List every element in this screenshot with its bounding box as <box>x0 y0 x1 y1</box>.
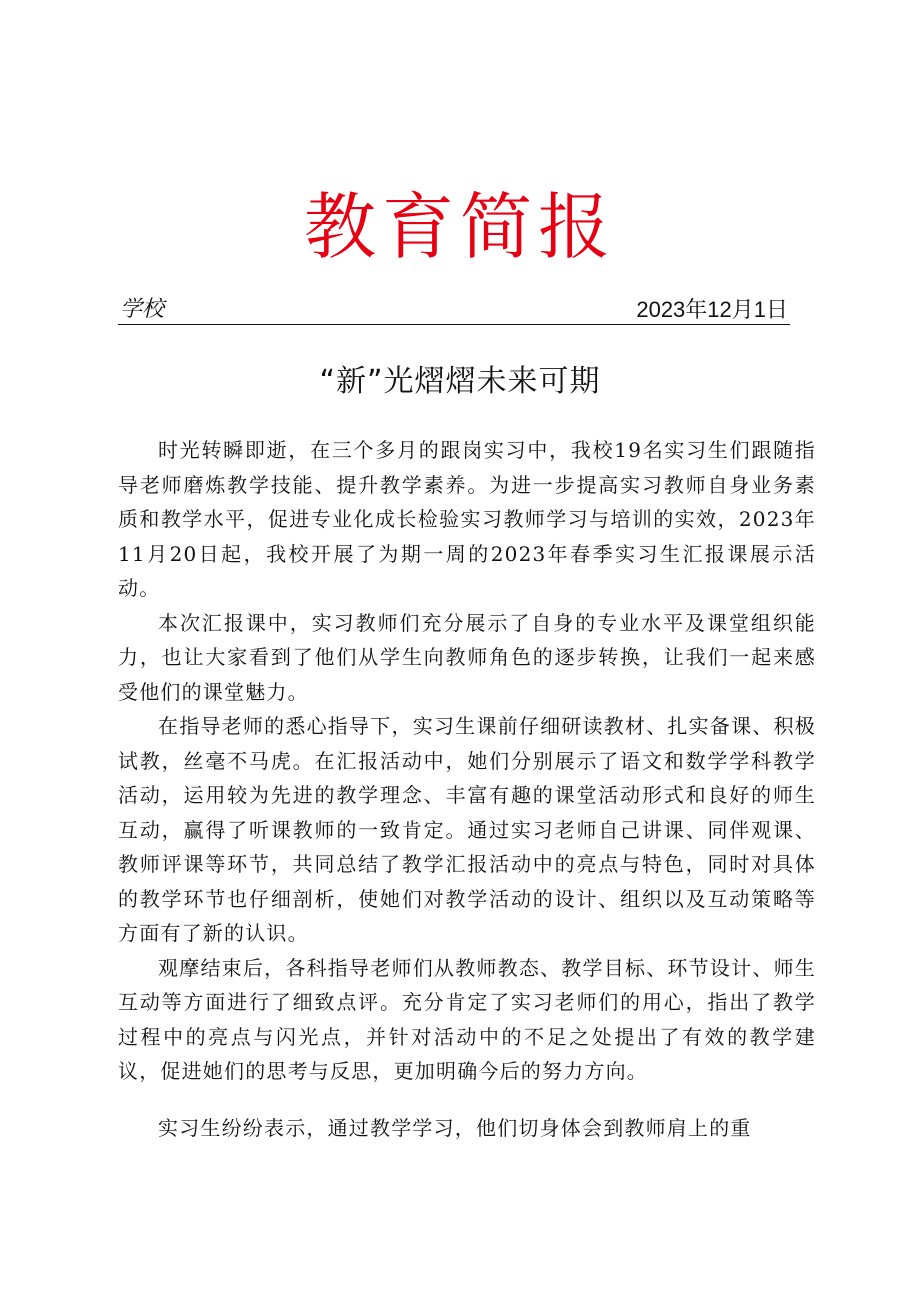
article-paragraph: 时光转瞬即逝，在三个多月的跟岗实习中，我校19名实习生们跟随指导老师磨炼教学技能、提升教学素养。为进一步提高实习教师自身业务素质和教学水平，促进专业化成长检验实习教师学习与培训的实效，2023年11月20日起，我校开展了为期一周的2023年春季实习生汇报课展示活动。 <box>118 438 816 600</box>
article-paragraph: 在指导老师的悉心指导下，实习生课前仔细研读教材、扎实备课、积极试教，丝毫不马虎。在汇报活动中，她们分别展示了语文和数学学科教学活动，运用较为先进的教学理念、丰富有趣的课堂活动形式和良好的师生互动，赢得了听课教师的一致肯定。通过实习老师自己讲课、同伴观课、教师评课等环节，共同总结了教学汇报活动中的亮点与特色，同时对具体的教学环节也仔细剖析，使她们对教学活动的设计、组织以及互动策略等方面有了新的认识。 <box>118 714 816 945</box>
article-paragraph: 本次汇报课中，实习教师们充分展示了自身的专业水平及课堂组织能力，也让大家看到了他们从学生向教师角色的逐步转换，让我们一起来感受他们的课堂魅力。 <box>118 610 816 704</box>
meta-line <box>118 296 790 325</box>
article-paragraph: 观摩结束后，各科指导老师们从教师教态、教学目标、环节设计、师生互动等方面进行了细致点评。充分肯定了实习老师们的用心，指出了教学过程中的亮点与闪光点，并针对活动中的不足之处提出了有效的教学建议，促进她们的思考与反思，更加明确今后的努力方向。 <box>118 955 816 1083</box>
article-body <box>118 433 816 1145</box>
school-label: 学校 <box>120 297 165 322</box>
newsletter-masthead-title: 教育简报 <box>303 185 616 269</box>
article-paragraph: 实习生纷纷表示，通过教学学习，他们切身体会到教师肩上的重 <box>158 1115 752 1140</box>
issue-date: 2023年12月1日 <box>636 297 788 322</box>
article-title: “新”光熠熠未来可期 <box>319 364 601 399</box>
